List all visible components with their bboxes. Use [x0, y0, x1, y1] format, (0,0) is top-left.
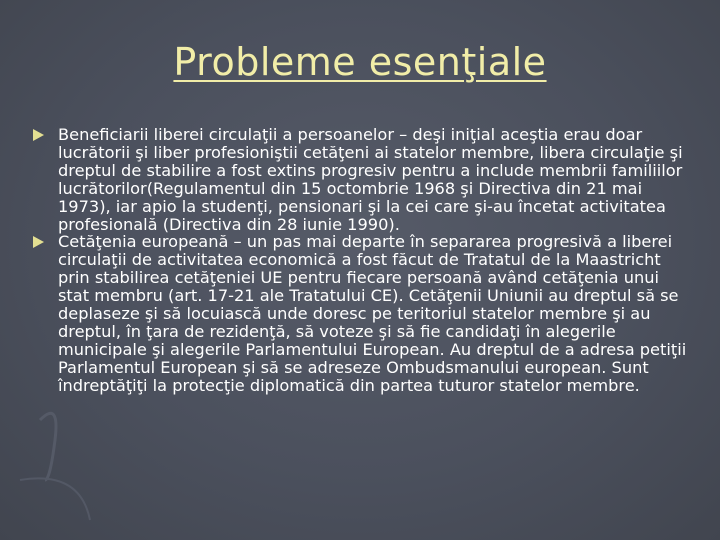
bullet-list	[58, 126, 690, 395]
bullet-item-1	[58, 126, 690, 233]
bullet-text-1: Beneficiarii liberei circulaţii a persoanelor – deşi iniţial aceştia erau doar lucrătorii şi liber profesioniştii cetăţeni ai statelor membre, libera circulaţie şi dreptul de stabilire a fost extins progresiv pentru a include membrii familiilor lucrătorilor(Regulamentul din 15 octombrie 1968 şi Directiva din 21 mai 1973), iar apio la studenţi, pensionari şi la cei care şi-au încetat activitatea profesională (Directiva din 28 iunie 1990).	[58, 125, 683, 234]
triangle-right-icon	[33, 236, 44, 248]
bullet-item-2	[58, 233, 690, 394]
slide-title: Probleme esenţiale	[173, 40, 547, 84]
triangle-right-icon	[33, 129, 44, 141]
bullet-text-2: Cetăţenia europeană – un pas mai departe în separarea progresivă a liberei circulaţii de activitatea economică a fost făcut de Tratatul de la Maastricht prin stabilirea cetăţeniei UE pentru fiecare persoană având cetăţenia unui stat membru (art. 17-21 ale Tratatului CE). Cetăţenii Uniunii au dreptul să se deplaseze şi să locuiască unde doresc pe teritoriul statelor membre şi au dreptul, în ţara de rezidenţă, să voteze şi să fie candidaţi în alegerile municipale şi alegerile Parlamentului European. Au dreptul de a adresa petiţii Parlamentul European şi să se adreseze Ombudsmanului european. Sunt îndreptăţiţi la protecţie diplomatică din partea tuturor statelor membre.	[58, 232, 687, 395]
